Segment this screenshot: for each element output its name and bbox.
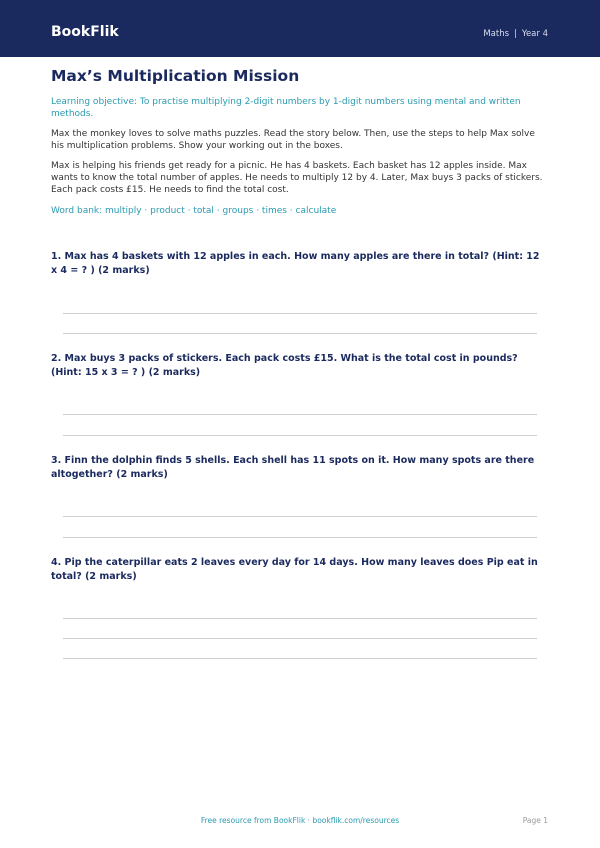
question-3 [51, 454, 546, 482]
answer-line[interactable] [63, 537, 537, 538]
question-text: 4. Pip the caterpillar eats 2 leaves every day for 14 days. How many leaves does Pip eat in total? (2 marks) [51, 557, 538, 582]
header-meta [483, 28, 548, 40]
answer-line[interactable] [63, 658, 537, 659]
answer-line[interactable] [63, 638, 537, 639]
question-4 [51, 556, 546, 584]
question-text: 3. Finn the dolphin finds 5 shells. Each shell has 11 spots on it. How many spots are there altogether? (2 marks) [51, 455, 535, 480]
page-header [0, 0, 600, 57]
answer-line[interactable] [63, 435, 537, 436]
word-bank: Word bank: multiply · product · total · groups · times · calculate [51, 206, 337, 216]
question-text: 1. Max has 4 baskets with 12 apples in each. How many apples are there in total? (Hint: 12 x 4 = ? ) (2 marks) [51, 251, 540, 276]
worksheet-title: Max’s Multiplication Mission [51, 67, 300, 85]
answer-line[interactable] [63, 414, 537, 415]
intro-paragraph: Max the monkey loves to solve maths puzzles. Read the story below. Then, use the steps to help Max solve his multiplication problems. Show your working out in the boxes. [51, 129, 535, 151]
question-1 [51, 250, 546, 278]
answer-line[interactable] [63, 516, 537, 517]
answer-line[interactable] [63, 333, 537, 334]
footer-credit: Free resource from BookFlik · bookflik.com/resources [200, 816, 400, 825]
subject-label: Maths [483, 29, 510, 39]
question-2 [51, 352, 546, 380]
answer-line[interactable] [63, 618, 537, 619]
story-paragraph: Max is helping his friends get ready for a picnic. He has 4 baskets. Each basket has 12 apples inside. Max wants to know the total number of apples. He needs to multiply 12 by 4. Later, Max buys 3 packs of stickers. Each pack costs £15. He needs to find the total cost. [51, 161, 543, 195]
year-label: Year 4 [521, 29, 548, 39]
learning-objective: Learning objective: To practise multiplying 2-digit numbers by 1-digit numbers using mental and written methods. [51, 97, 521, 119]
worksheet-intro [51, 66, 549, 217]
page-number: Page 1 [522, 816, 548, 825]
brand-logo-text: BookFlik [51, 24, 119, 40]
answer-line[interactable] [63, 313, 537, 314]
header-separator: | [514, 29, 517, 39]
question-text: 2. Max buys 3 packs of stickers. Each pack costs £15. What is the total cost in pounds? (Hint: 15 x 3 = ? ) (2 marks) [51, 353, 518, 378]
